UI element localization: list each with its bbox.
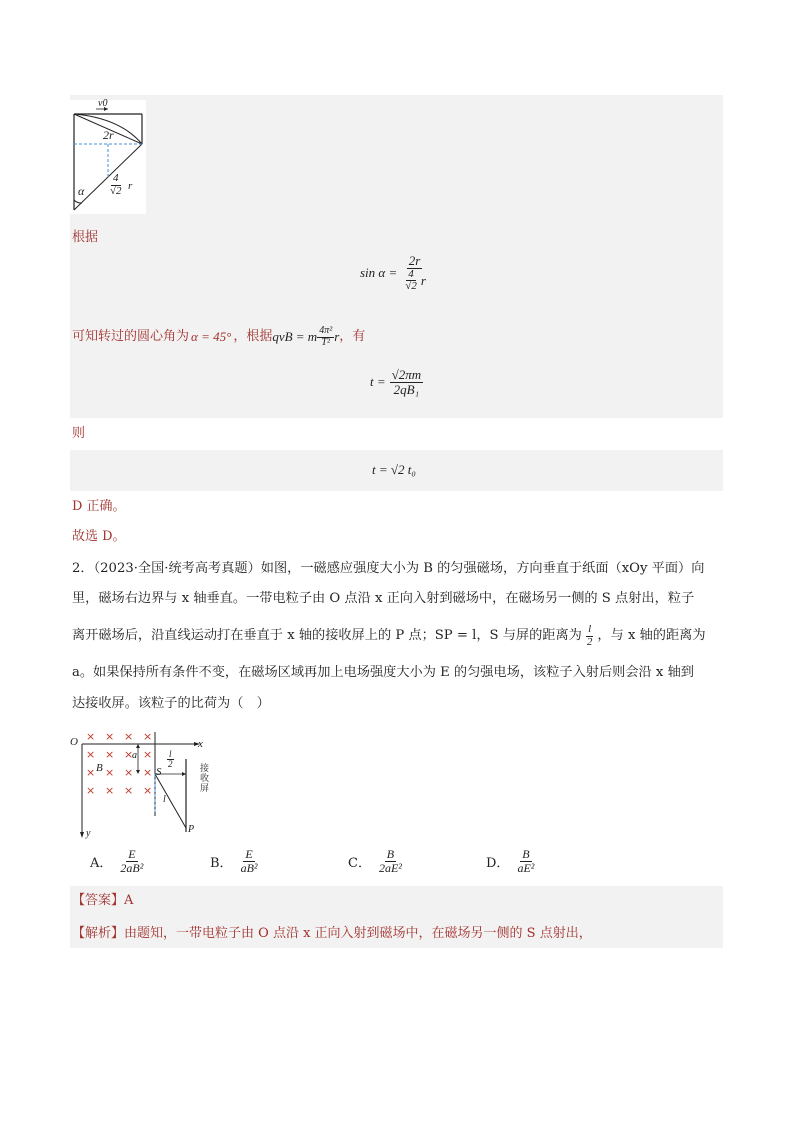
svg-text:×: ×	[143, 766, 153, 779]
svg-text:×: ×	[86, 784, 96, 797]
equation-sin: sin α = 2r $\frac{4}{√2}$ r	[360, 253, 426, 293]
svg-text:×: ×	[124, 766, 134, 779]
trajectory-figure: v0 2r α $\frac{4}{√2}$ r	[70, 100, 146, 214]
svg-text:×: ×	[86, 748, 96, 761]
answer-tag: 【答案】	[72, 893, 125, 908]
analysis-tag: 【解析】	[72, 926, 125, 941]
svg-text:×: ×	[105, 784, 115, 797]
para-genju: 根据	[72, 230, 99, 245]
svg-text:×: ×	[124, 748, 134, 761]
svg-text:×: ×	[86, 766, 96, 779]
para-ze: 则	[72, 426, 86, 441]
origin-label: O	[70, 736, 78, 748]
svg-text:×: ×	[143, 730, 153, 743]
v0-label: v0	[98, 98, 108, 109]
answer-value: A	[124, 893, 134, 908]
conclusion-line-1: D 正确。	[72, 499, 126, 514]
screen-label: 接 收 屏	[200, 764, 210, 794]
B-label: B	[96, 762, 103, 774]
question-line-3: 离开磁场后，沿直线运动打在垂直于 x 轴的接收屏上的 P 点；SP = l，S 与屏的距离为 $\frac{l}{2}$ ，与 x 轴的距离为	[72, 623, 706, 648]
svg-text:×: ×	[105, 748, 115, 761]
question-line-4: a。如果保持所有条件不变，在磁场区域再加上电场强度大小为 E 的匀强电场，该粒子入射后则会沿 x 轴到	[72, 665, 694, 680]
question-line-2: 里，磁场右边界与 x 轴垂直。一带电粒子由 O 点沿 x 正向入射到磁场中，在磁场另一侧的 S 点射出，粒子	[72, 591, 695, 606]
svg-text:×: ×	[124, 730, 134, 743]
para-angle: 可知转过的圆心角为 α = 45° ，根据 qvB = m $\frac{\text{4π²}}{\text{T²}}$ r ，有	[72, 325, 366, 348]
fig-fraction: $\frac{4}{√2}$	[110, 172, 122, 197]
equation-t-result: t = √2 t₀	[372, 462, 416, 477]
svg-text:×: ×	[143, 748, 153, 761]
answer-line	[72, 893, 722, 909]
magnetic-field-figure	[70, 724, 220, 840]
option-b[interactable]: B． $\frac{E}{\text{aB²}}$	[210, 847, 258, 875]
svg-text:×: ×	[143, 784, 153, 797]
x-axis-label: x	[198, 738, 203, 750]
2r-label: 2r	[103, 128, 114, 142]
y-axis-label: y	[86, 828, 91, 839]
l-half-label: $\frac{l}{2}$	[168, 749, 173, 770]
l-label: l	[163, 794, 166, 805]
question-line-1: 2．（2023·全国·统考高考真题）如图，一磁感应强度大小为 B 的匀强磁场，方向垂直于纸面（xOy 平面）向	[72, 561, 705, 576]
P-label: P	[188, 824, 195, 835]
option-d[interactable]: D． $\frac{B}{\text{aE²}}$	[486, 847, 535, 875]
analysis-line	[72, 926, 722, 942]
svg-text:×: ×	[105, 766, 115, 779]
option-c[interactable]: C． $\frac{B}{\text{2aE²}}$	[348, 847, 402, 875]
question-line-5: 达接收屏。该粒子的比荷为（ ）	[72, 696, 270, 711]
svg-text:×: ×	[86, 730, 96, 743]
svg-text:×: ×	[124, 784, 134, 797]
equation-t: t = $\frac{√2\pi m}{\text{2qB₁}}$	[370, 367, 422, 397]
alpha-label: α	[78, 184, 85, 198]
S-label: S	[156, 766, 162, 778]
conclusion-line-2: 故选 D。	[72, 529, 126, 544]
svg-text:×: ×	[105, 730, 115, 743]
analysis-text: 由题知，一带电粒子由 O 点沿 x 正向入射到磁场中，在磁场另一侧的 S 点射出，	[124, 926, 592, 941]
option-a[interactable]: A． $\frac{E}{\text{2aB²}}$	[90, 847, 144, 875]
a-label: a	[132, 750, 137, 761]
